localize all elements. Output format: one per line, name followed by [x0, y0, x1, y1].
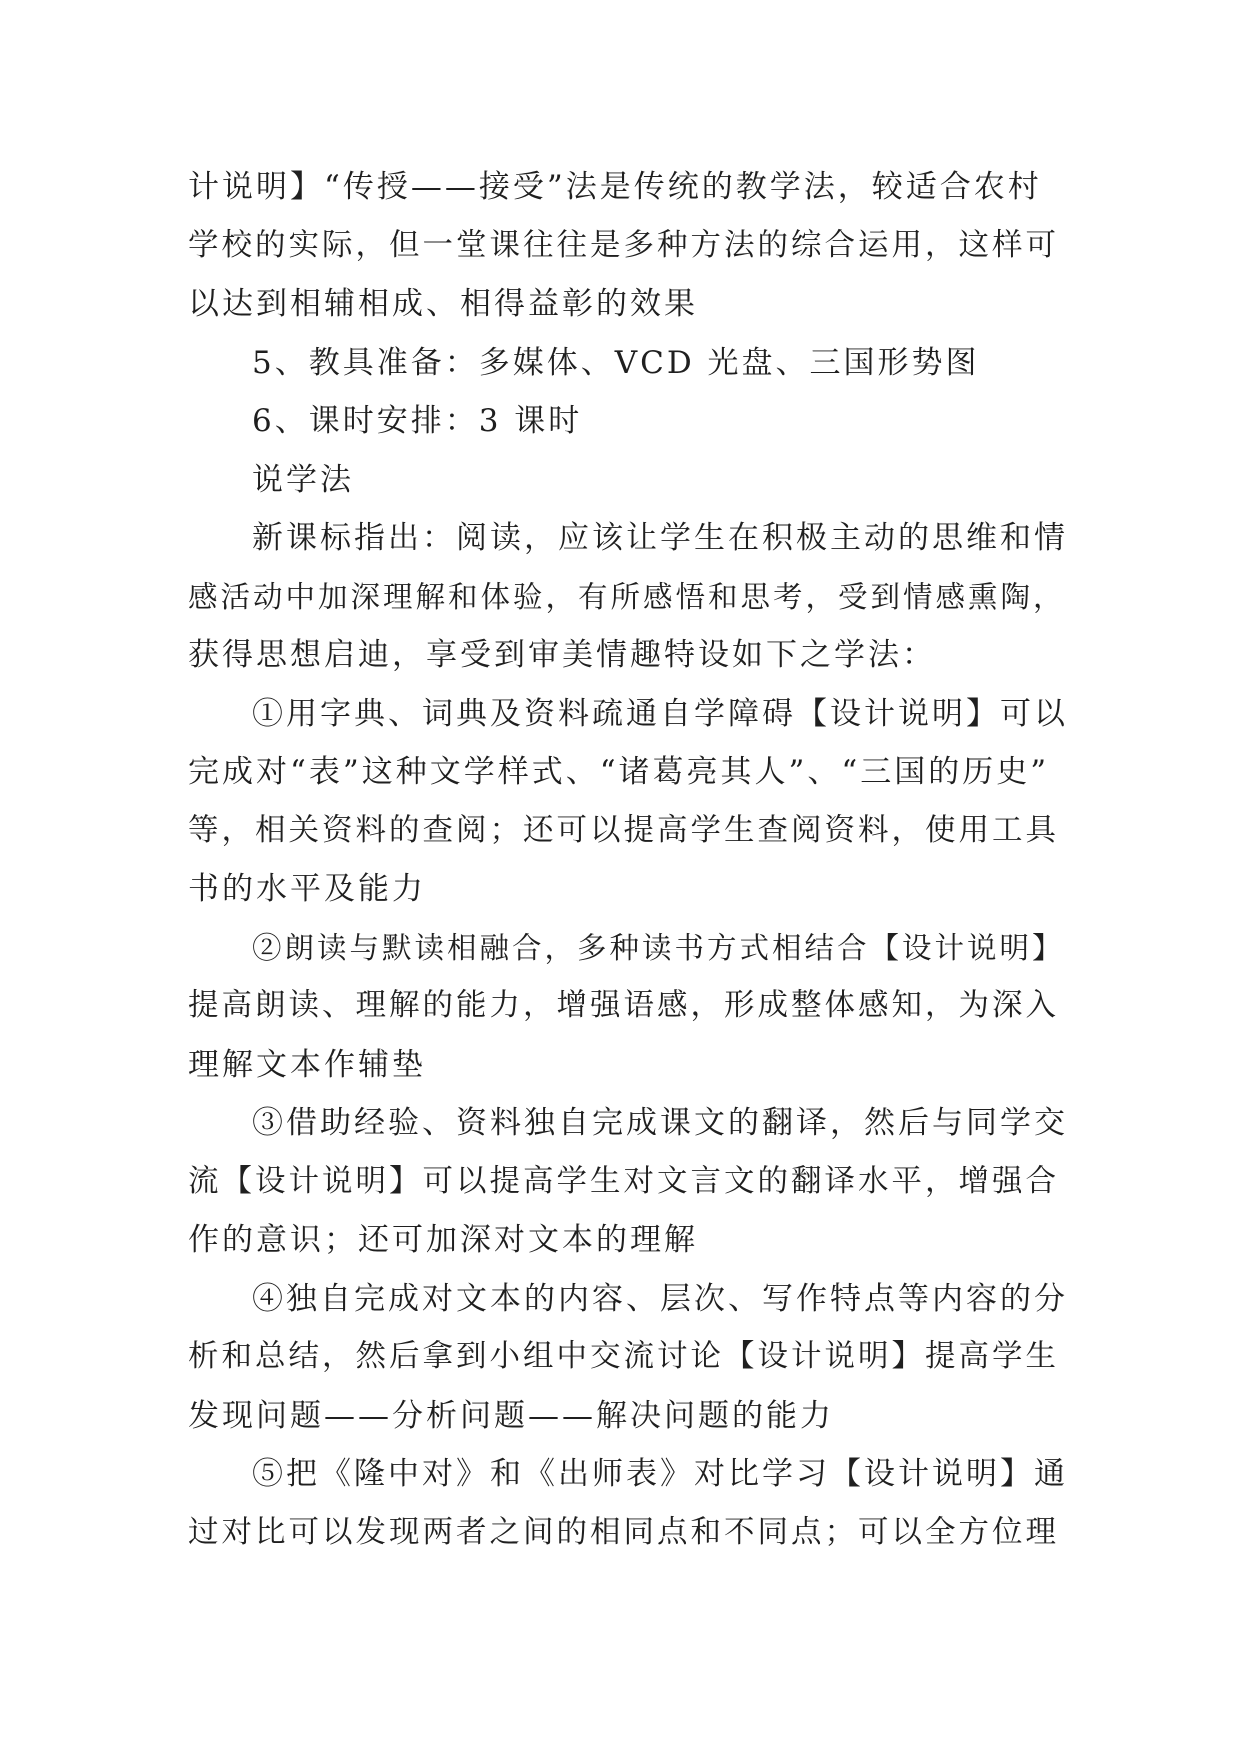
text-line: ③借助经验、资料独自完成课文的翻译，然后与同学交 — [252, 1105, 1068, 1141]
text-line: 感活动中加深理解和体验，有所感悟和思考，受到情感熏陶， — [188, 579, 1066, 614]
text-line: ①用字典、词典及资料疏通自学障碍【设计说明】可以 — [252, 695, 1068, 732]
section-heading: 说学法 — [252, 461, 354, 498]
text-line: 完成对“表”这种文学样式、“诸葛亮其人”、“三国的历史” — [188, 754, 1050, 790]
text-line: 5、教具准备：多媒体、VCD 光盘、三国形势图 — [252, 344, 980, 381]
text-line: 6、课时安排：3 课时 — [252, 403, 583, 439]
document-body — [188, 158, 1068, 1562]
text-line: 获得思想启迪，享受到审美情趣特设如下之学法： — [188, 637, 936, 673]
text-line: 学校的实际，但一堂课往往是多种方法的综合运用，这样可 — [188, 227, 1059, 263]
text-line: 以达到相辅相成、相得益彰的效果 — [188, 286, 698, 322]
text-line: 析和总结，然后拿到小组中交流讨论【设计说明】提高学生 — [188, 1339, 1059, 1374]
text-line: 书的水平及能力 — [188, 871, 426, 907]
text-line: 发现问题——分析问题——解决问题的能力 — [188, 1397, 834, 1434]
text-line: 流【设计说明】可以提高学生对文言文的翻译水平，增强合 — [188, 1163, 1059, 1199]
text-line: 理解文本作辅垫 — [188, 1046, 426, 1083]
text-line: 计说明】“传授——接受”法是传统的教学法，较适合农村 — [188, 169, 1042, 205]
text-line: 作的意识；还可加深对文本的理解 — [188, 1222, 698, 1258]
text-line: 过对比可以发现两者之间的相同点和不同点；可以全方位理 — [188, 1514, 1059, 1550]
text-line: ④独自完成对文本的内容、层次、写作特点等内容的分 — [252, 1280, 1068, 1317]
text-line: 提高朗读、理解的能力，增强语感，形成整体感知，为深入 — [188, 988, 1059, 1023]
text-line: 新课标指出：阅读，应该让学生在积极主动的思维和情 — [252, 520, 1068, 556]
text-line: ②朗读与默读相融合，多种读书方式相结合【设计说明】 — [252, 930, 1065, 965]
text-line: 等，相关资料的查阅；还可以提高学生查阅资料，使用工具 — [188, 812, 1059, 848]
text-line: ⑤把《隆中对》和《出师表》对比学习【设计说明】通 — [252, 1456, 1068, 1492]
